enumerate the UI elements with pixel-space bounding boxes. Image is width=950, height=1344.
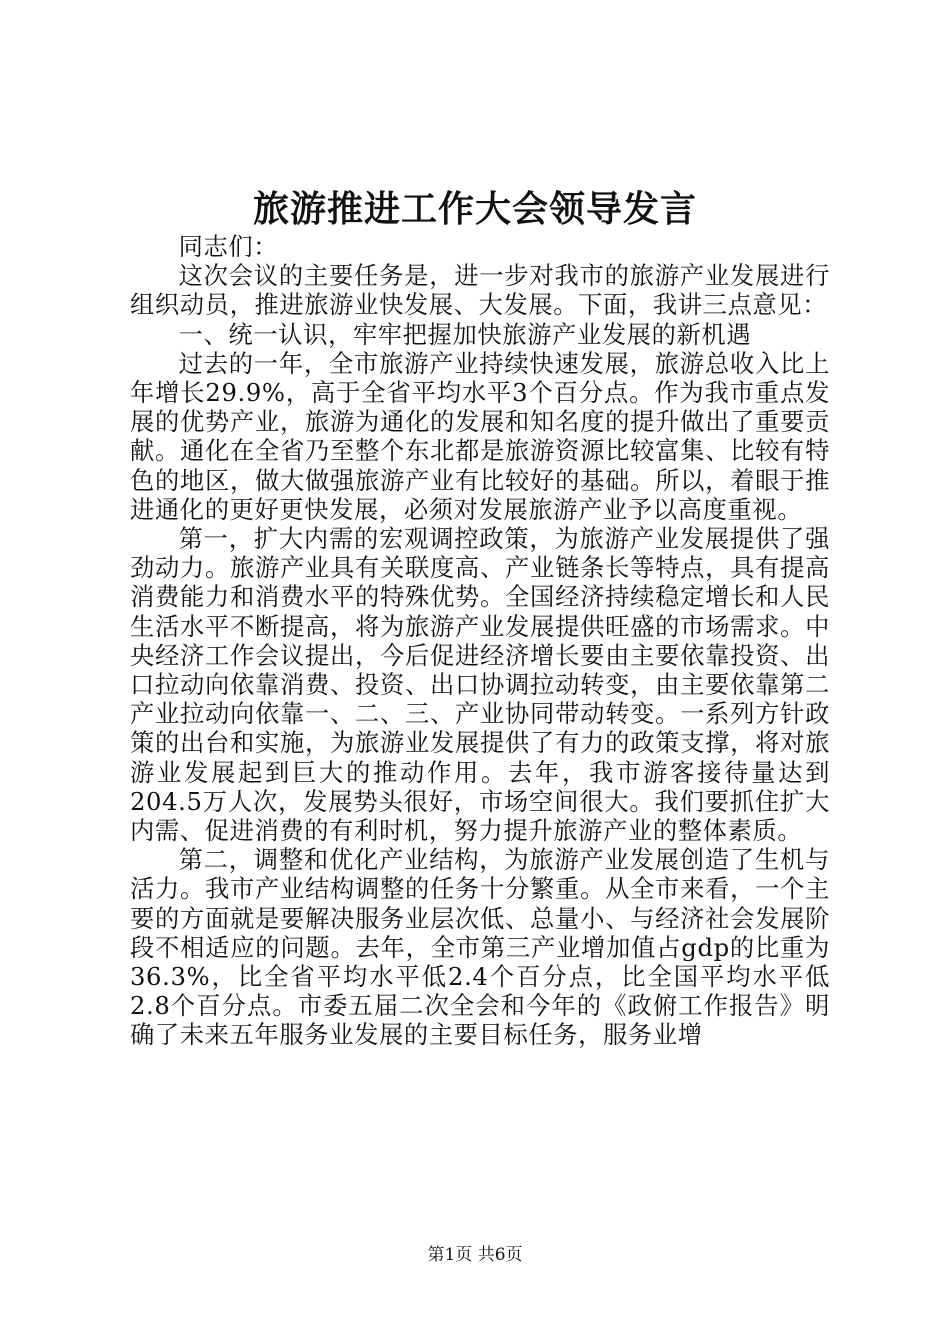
body-paragraph: 第一，扩大内需的宏观调控政策，为旅游产业发展提供了强劲动力。旅游产业具有关联度高、产业链条长等特点，具有提高消费能力和消费水平的特殊优势。全国经济持续稳定增长和人民生活水平不断提高，将为旅游产业发展提供旺盛的市场需求。中央经济工作会议提出，今后促进经济增长要由主要依靠投资、出口拉动向依靠消费、投资、出口协调拉动转变，由主要依靠第二产业拉动向依靠一、二、三、产业协同带动转变。一系列方针政策的出台和实施，为旅游业发展提供了有力的政策支撑，将对旅游业发展起到巨大的推动作用。去年，我市游客接待量达到204.5万人次，发展势头很好，市场空间很大。我们要抓住扩大内需、促进消费的有利时机，努力提升旅游产业的整体素质。 [130,524,830,846]
salutation-paragraph: 同志们： [178,232,279,261]
section-heading: 一、统一认识，牢牢把握加快旅游产业发展的新机遇 [178,319,752,349]
body-paragraph: 第二，调整和优化产业结构，为旅游产业发展创造了生机与活力。我市产业结构调整的任务十分繁重。从全市来看，一个主要的方面就是要解决服务业层次低、总量小、与经济社会发展阶段不相适应的问题。去年，全市第三产业增加值占gdp的比重为36.3%，比全省平均水平低2.4个百分点，比全国平均水平低2.8个百分点。市委五届二次全会和今年的《政俯工作报告》明确了未来五年服务业发展的主要目标任务，服务业增 [130,845,830,1050]
body-paragraph: 过去的一年，全市旅游产业持续快速发展，旅游总收入比上年增长29.9%，高于全省平均水平3个百分点。作为我市重点发展的优势产业，旅游为通化的发展和知名度的提升做出了重要贡献。通化在全省乃至整个东北都是旅游资源比较富集、比较有特色的地区，做大做强旅游产业有比较好的基础。所以，着眼于推进通化的更好更快发展，必须对发展旅游产业予以高度重视。 [130,348,830,524]
page-footer: 第1页 共6页 [427,1245,523,1265]
body-paragraph: 这次会议的主要任务是，进一步对我市的旅游产业发展进行组织动员，推进旅游业快发展、大发展。下面，我讲三点意见： [130,261,830,320]
document-title: 旅游推进工作大会领导发言 [252,188,697,230]
document-body [130,232,830,1050]
